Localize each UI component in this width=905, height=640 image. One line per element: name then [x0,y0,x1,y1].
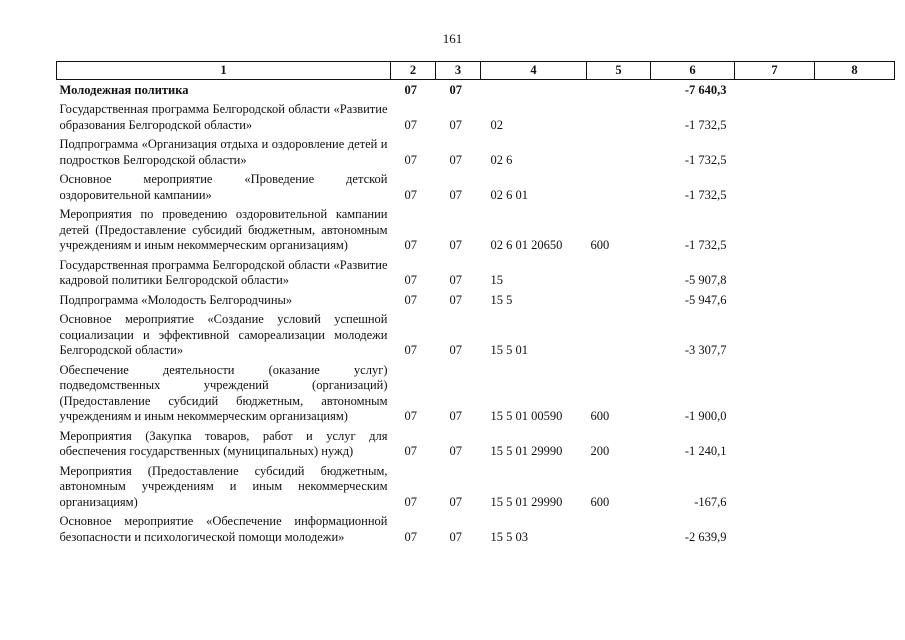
table-row [57,362,895,428]
row-col-7 [735,257,815,292]
row-amount: -3 307,7 [684,343,727,357]
row-target-article [481,79,587,101]
header-col-5: 5 [587,62,651,80]
row-subsection: 07 [449,444,462,458]
table-header [57,62,895,80]
row-name: Мероприятия (Предоставление субсидий бюджетным, автономным учреждениям и иным некоммерческим организациям) [59,463,388,509]
row-target-article: 15 [490,273,503,287]
row-section: 07 [404,494,417,509]
row-subsection: 07 [449,238,462,252]
row-expense-type [587,513,651,548]
header-col-3: 3 [436,62,481,80]
row-target-article: 15 5 01 00590 [490,409,563,423]
row-expense-type [587,136,651,171]
row-expense-type: 600 [590,238,610,252]
row-expense-type: 200 [590,444,610,458]
row-expense-type: 600 [590,494,610,509]
row-amount: -1 732,5 [684,187,727,202]
row-col-8 [815,171,895,206]
row-amount: -1 900,0 [684,409,727,423]
row-target-article: 15 5 01 29990 [490,444,563,458]
row-col-7 [735,79,815,101]
header-col-2: 2 [391,62,436,80]
row-section: 07 [404,292,417,307]
row-subsection: 07 [449,343,462,357]
header-col-7: 7 [735,62,815,80]
row-subsection: 07 [449,292,462,307]
row-expense-type [587,101,651,136]
row-name: Государственная программа Белгородской области «Развитие образования Белгородской области» [59,102,388,132]
row-subsection: 07 [449,409,462,423]
budget-table [56,61,895,548]
row-expense-type [587,171,651,206]
row-target-article: 02 6 01 20650 [490,238,563,252]
row-section: 07 [404,152,417,167]
page-number: 161 [442,31,463,46]
row-col-7 [735,136,815,171]
table-row [57,428,895,463]
row-col-8 [815,79,895,101]
row-target-article: 02 6 [490,152,513,167]
row-col-8 [815,101,895,136]
row-col-7 [735,171,815,206]
table-row [57,463,895,514]
table-row [57,311,895,362]
row-name: Мероприятия по проведению оздоровительной кампании детей (Предоставление субсидий бюджетным, автономным учреждениям и иным некоммерческим организациям) [59,207,388,252]
row-target-article: 15 5 [490,292,513,307]
row-col-8 [815,513,895,548]
table-row [57,292,895,312]
row-col-8 [815,463,895,514]
row-subsection: 07 [449,117,462,132]
table-row [57,257,895,292]
header-col-1: 1 [57,62,391,80]
row-col-8 [815,206,895,257]
row-col-7 [735,362,815,428]
row-amount: -7 640,3 [684,82,727,97]
table-row [57,513,895,548]
row-name: Основное мероприятие «Создание условий успешной социализации и эффективной самореализации молодежи Белгородской области» [59,312,388,357]
header-row [57,62,895,80]
row-section: 07 [404,273,417,287]
row-subsection: 07 [449,494,462,509]
row-amount: -1 732,5 [684,152,727,167]
row-section: 07 [404,343,417,357]
row-col-7 [735,311,815,362]
row-amount: -1 240,1 [684,444,727,458]
table-row [57,101,895,136]
table-row [57,79,895,101]
row-col-7 [735,463,815,514]
row-col-7 [735,513,815,548]
row-col-7 [735,101,815,136]
table-row [57,136,895,171]
row-col-8 [815,362,895,428]
row-target-article: 15 5 03 [490,529,528,544]
row-col-7 [735,206,815,257]
header-col-4: 4 [481,62,587,80]
row-subsection: 07 [449,187,462,202]
row-name: Подпрограмма «Молодость Белгородчины» [59,292,293,307]
row-target-article: 15 5 01 [490,343,528,357]
row-section: 07 [404,529,417,544]
table-body [57,79,895,548]
row-expense-type [587,257,651,292]
row-expense-type [587,292,651,312]
row-name: Мероприятия (Закупка товаров, работ и услуг для обеспечения государственных (муниципальных) нужд) [59,428,388,458]
row-col-8 [815,428,895,463]
row-subsection: 07 [449,273,462,287]
table-row [57,206,895,257]
row-target-article: 15 5 01 29990 [490,494,563,509]
header-col-6: 6 [651,62,735,80]
row-amount: -1 732,5 [684,117,727,132]
row-expense-type [587,79,651,101]
row-name: Основное мероприятие «Обеспечение информационной безопасности и психологической помощи молодежи» [59,514,388,544]
row-name: Основное мероприятие «Проведение детской оздоровительной кампании» [59,172,388,202]
row-col-8 [815,257,895,292]
row-name: Государственная программа Белгородской области «Развитие кадровой политики Белгородской области» [59,257,388,287]
row-col-8 [815,311,895,362]
row-name: Обеспечение деятельности (оказание услуг) подведомственных учреждений (организаций) (Предоставление субсидий бюджетным, автономным учреждениям и иным некоммерческим организациям) [59,362,388,423]
header-col-8: 8 [815,62,895,80]
row-name: Молодежная политика [59,82,189,97]
row-col-7 [735,428,815,463]
row-col-7 [735,292,815,312]
row-amount: -1 732,5 [684,238,727,252]
row-subsection: 07 [449,152,462,167]
row-amount: -5 947,6 [684,292,727,307]
row-target-article: 02 [490,117,503,132]
row-target-article: 02 6 01 [490,187,528,202]
row-section: 07 [404,187,417,202]
row-section: 07 [404,82,417,97]
row-subsection: 07 [449,529,462,544]
row-col-8 [815,136,895,171]
row-expense-type: 600 [590,409,610,423]
row-expense-type [587,311,651,362]
row-name: Подпрограмма «Организация отдыха и оздоровление детей и подростков Белгородской области» [59,137,388,167]
row-section: 07 [404,409,417,423]
row-section: 07 [404,117,417,132]
row-subsection: 07 [449,82,462,97]
table-row [57,171,895,206]
row-section: 07 [404,444,417,458]
row-amount: -167,6 [694,494,727,509]
row-col-8 [815,292,895,312]
row-section: 07 [404,238,417,252]
row-amount: -5 907,8 [684,273,727,287]
row-amount: -2 639,9 [684,529,727,544]
